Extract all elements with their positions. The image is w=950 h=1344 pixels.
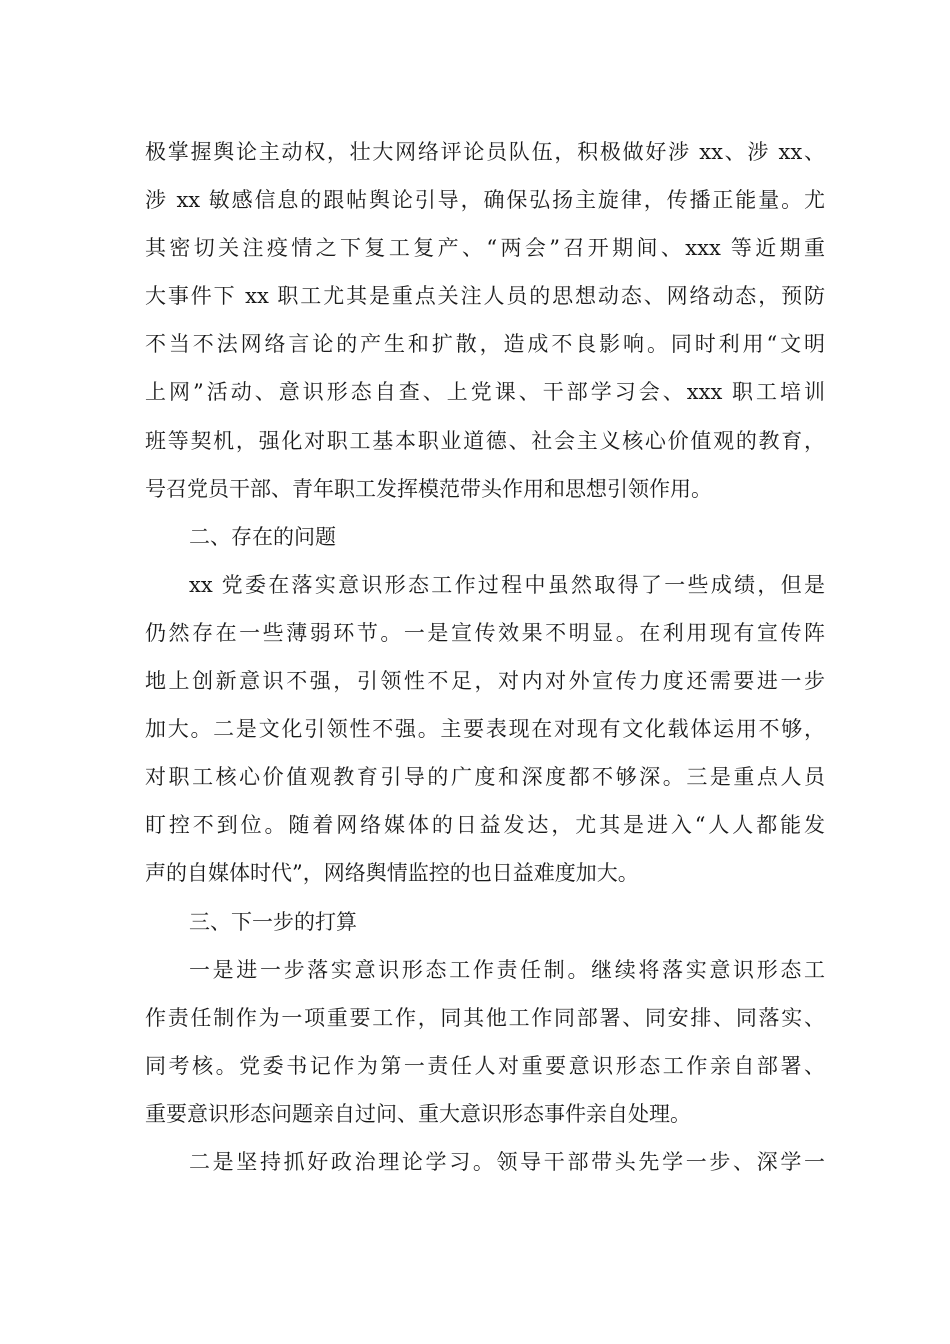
text-line: 极掌握舆论主动权，壮大网络评论员队伍，积极做好涉 xx、涉 xx、 bbox=[145, 140, 825, 164]
text-line: 重要意识形态问题亲自过问、重大意识形态事件亲自处理。 bbox=[145, 1101, 691, 1126]
text-line: 大事件下 xx 职工尤其是重点关注人员的思想动态、网络动态，预防 bbox=[145, 284, 825, 309]
text-line: 作责任制作为一项重要工作，同其他工作同部署、同安排、同落实、 bbox=[145, 1005, 825, 1030]
text-line: 声的自媒体时代”，网络舆情监控的也日益难度加大。 bbox=[145, 861, 639, 886]
text-line: 不当不法网络言论的产生和扩散，造成不良影响。同时利用“文明 bbox=[145, 332, 825, 357]
text-line: 班等契机，强化对职工基本职业道德、社会主义核心价值观的教育， bbox=[145, 428, 825, 453]
text-line: 地上创新意识不强，引领性不足，对内对外宣传力度还需要进一步 bbox=[145, 669, 825, 694]
text-line: xx 党委在落实意识形态工作过程中虽然取得了一些成绩，但是 bbox=[189, 572, 825, 597]
text-line: 号召党员干部、青年职工发挥模范带头作用和思想引领作用。 bbox=[145, 476, 712, 501]
section-heading-problems: 二、存在的问题 bbox=[189, 524, 336, 549]
text-line: 仍然存在一些薄弱环节。一是宣传效果不明显。在利用现有宣传阵 bbox=[145, 620, 825, 645]
text-line: 二是坚持抓好政治理论学习。领导干部带头先学一步、深学一 bbox=[189, 1149, 825, 1174]
paragraph-ideology-work bbox=[145, 128, 825, 513]
section-heading-next-steps: 三、下一步的打算 bbox=[189, 909, 357, 934]
paragraph-responsibility-system bbox=[145, 946, 825, 1138]
text-line: 涉 xx 敏感信息的跟帖舆论引导，确保弘扬主旋律，传播正能量。尤 bbox=[145, 188, 825, 213]
text-line: 同考核。党委书记作为第一责任人对重要意识形态工作亲自部署、 bbox=[145, 1053, 825, 1078]
text-line: 对职工核心价值观教育引导的广度和深度都不够深。三是重点人员 bbox=[145, 765, 825, 790]
paragraph-problems bbox=[145, 561, 825, 898]
document-body bbox=[145, 128, 825, 1186]
text-line: 上网”活动、意识形态自查、上党课、干部学习会、xxx 职工培训 bbox=[145, 380, 825, 405]
text-line: 其密切关注疫情之下复工复产、“两会”召开期间、xxx 等近期重 bbox=[145, 236, 825, 261]
paragraph-theory-study bbox=[145, 1138, 825, 1186]
text-line: 一是进一步落实意识形态工作责任制。继续将落实意识形态工 bbox=[189, 957, 825, 982]
text-line: 盯控不到位。随着网络媒体的日益发达，尤其是进入“人人都能发 bbox=[145, 813, 825, 838]
text-line: 加大。二是文化引领性不强。主要表现在对现有文化载体运用不够， bbox=[145, 717, 825, 742]
